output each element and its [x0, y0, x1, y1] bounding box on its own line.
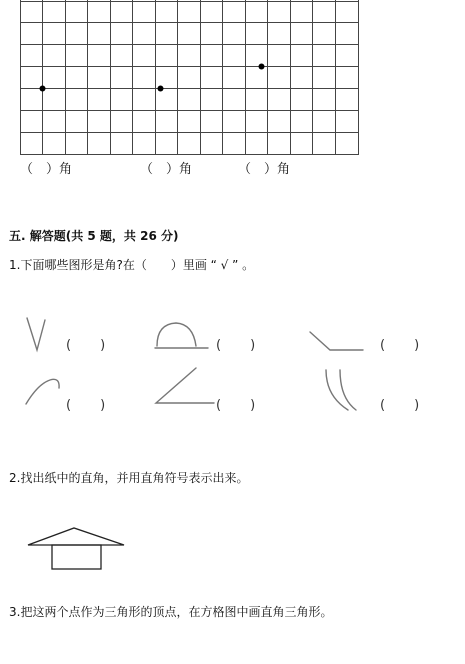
question-1: 1.下面哪些图形是角?在（ ）里画 “ √ ” 。	[9, 258, 255, 272]
answer-paren-1[interactable]: ( )	[66, 338, 107, 353]
question-3: 3.把这两个点作为三角形的顶点，在方格图中画直角三角形。	[9, 605, 333, 619]
answer-paren-5[interactable]: ( )	[216, 398, 257, 413]
house-figure	[22, 521, 152, 581]
grid-diagram	[20, 0, 365, 160]
section-title: 五. 解答题(共 5 题，共 26 分)	[9, 229, 179, 243]
angle-label-1: （ ）角	[20, 162, 73, 177]
answer-paren-4[interactable]: ( )	[66, 398, 107, 413]
answer-paren-2[interactable]: ( )	[216, 338, 257, 353]
answer-paren-6[interactable]: ( )	[380, 398, 421, 413]
answer-paren-3[interactable]: ( )	[380, 338, 421, 353]
angle-label-2: （ ）角	[140, 162, 193, 177]
grid-point-2	[158, 86, 164, 92]
angle-label-3: （ ）角	[238, 162, 291, 177]
grid-point-3	[259, 64, 265, 70]
question-2: 2.找出纸中的直角，并用直角符号表示出来。	[9, 471, 249, 485]
grid-point-1	[40, 86, 46, 92]
grid-labels	[20, 158, 360, 178]
